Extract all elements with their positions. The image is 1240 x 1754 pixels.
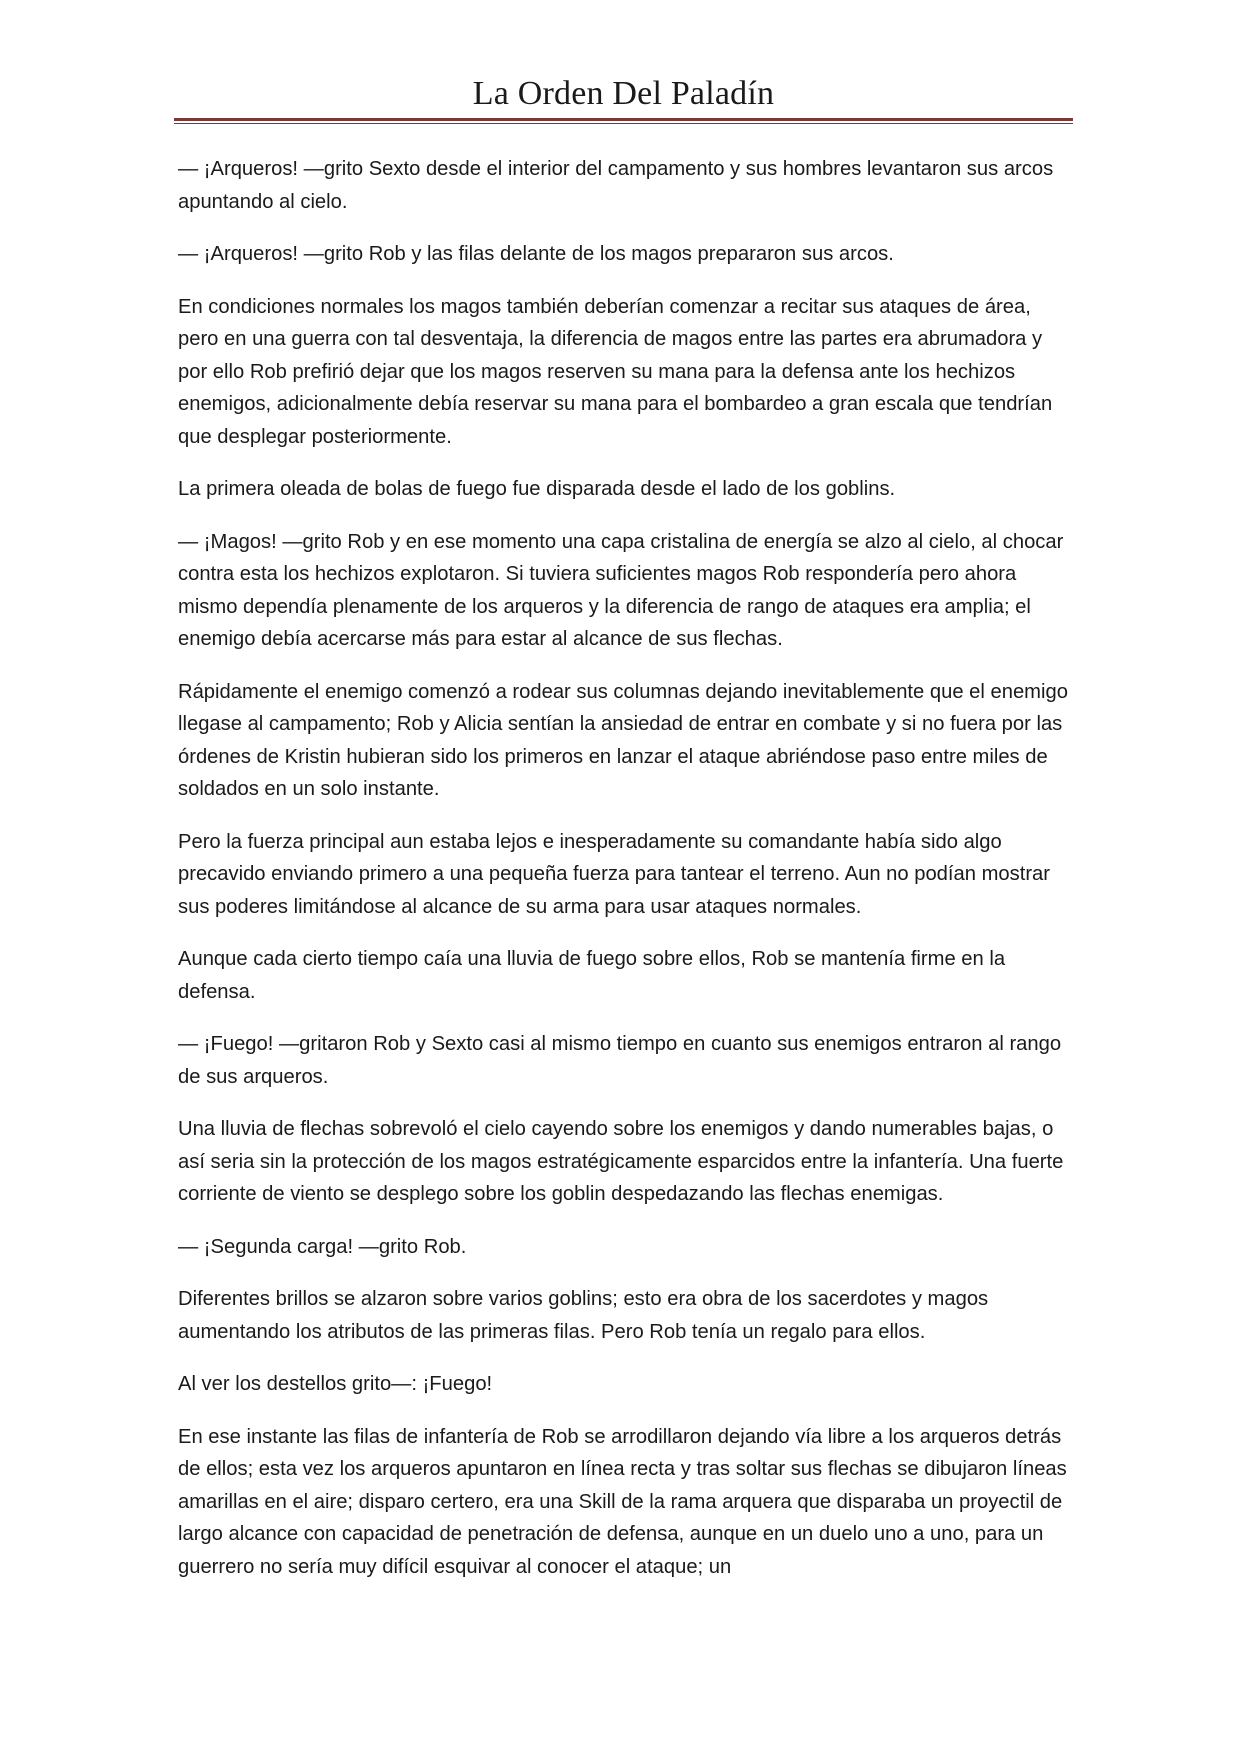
paragraph: En ese instante las filas de infantería de Rob se arrodillaron dejando vía libre a los arqueros detrás de ellos; esta vez los arqueros apuntaron en línea recta y tras soltar sus flechas se dibujaron líneas amarillas en el aire; disparo certero, era una Skill de la rama arquera que disparaba un proyectil de largo alcance con capacidad de penetración de defensa, aunque en un duelo uno a uno, para un guerrero no sería muy difícil esquivar al conocer el ataque; un <box>178 1425 1067 1578</box>
paragraph: — ¡Fuego! —gritaron Rob y Sexto casi al mismo tiempo en cuanto sus enemigos entraron al rango de sus arqueros. <box>178 1033 1062 1088</box>
paragraph: — ¡Segunda carga! —grito Rob. <box>178 1235 467 1258</box>
page-header <box>174 72 1073 116</box>
paragraph: En condiciones normales los magos también deberían comenzar a recitar sus ataques de área, pero en una guerra con tal desventaja, la diferencia de magos entre las partes era abrumadora y por ello Rob prefirió dejar que los magos reserven su mana para la defensa ante los hechizos enemigos, adicionalmente debía reservar su mana para el bombardeo a gran escala que tendrían que desplegar posteriormente. <box>178 295 1053 448</box>
paragraph: — ¡Magos! —grito Rob y en ese momento una capa cristalina de energía se alzo al cielo, al chocar contra esta los hechizos explotaron. Si tuviera suficientes magos Rob respondería pero ahora mismo dependía plenamente de los arqueros y la diferencia de rango de ataques era amplia; el enemigo debía acercarse más para estar al alcance de sus flechas. <box>178 530 1064 650</box>
paragraph: Diferentes brillos se alzaron sobre varios goblins; esto era obra de los sacerdotes y magos aumentando los atributos de las primeras filas. Pero Rob tenía un regalo para ellos. <box>178 1288 989 1343</box>
paragraph: — ¡Arqueros! —grito Sexto desde el interior del campamento y sus hombres levantaron sus arcos apuntando al cielo. <box>178 158 1054 213</box>
header-rule-thick <box>174 118 1073 121</box>
header-title: La Orden Del Paladín <box>472 75 775 112</box>
paragraph: Al ver los destellos grito—: ¡Fuego! <box>178 1373 493 1395</box>
paragraph: La primera oleada de bolas de fuego fue disparada desde el lado de los goblins. <box>178 478 896 500</box>
paragraph: — ¡Arqueros! —grito Rob y las filas delante de los magos prepararon sus arcos. <box>178 243 894 265</box>
paragraph: Aunque cada cierto tiempo caía una lluvia de fuego sobre ellos, Rob se mantenía firme en la defensa. <box>178 948 1006 1003</box>
paragraph: Pero la fuerza principal aun estaba lejos e inesperadamente su comandante había sido algo precavido enviando primero a una pequeña fuerza para tantear el terreno. Aun no podían mostrar sus poderes limitándose al alcance de su arma para usar ataques normales. <box>178 830 1050 918</box>
body-text <box>178 153 1073 1603</box>
header-rule <box>174 118 1073 125</box>
paragraph: Rápidamente el enemigo comenzó a rodear sus columnas dejando inevitablemente que el enemigo llegase al campamento; Rob y Alicia sentían la ansiedad de entrar en combate y si no fuera por las órdenes de Kristin hubieran sido los primeros en lanzar el ataque abriéndose paso entre miles de soldados en un solo instante. <box>178 680 1068 800</box>
header-rule-thin <box>174 123 1073 124</box>
paragraph: Una lluvia de flechas sobrevoló el cielo cayendo sobre los enemigos y dando numerables bajas, o así seria sin la protección de los magos estratégicamente esparcidos entre la infantería. Una fuerte corriente de viento se desplego sobre los goblin despedazando las flechas enemigas. <box>178 1118 1064 1205</box>
